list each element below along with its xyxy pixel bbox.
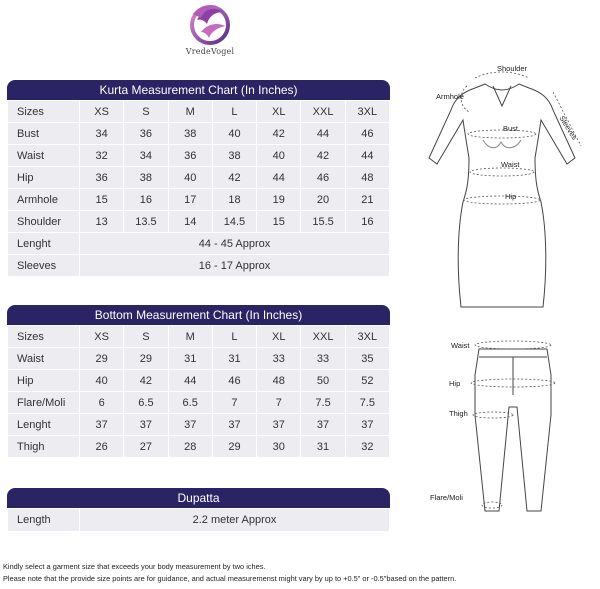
table-row xyxy=(8,233,390,255)
dupatta-chart-title: Dupatta xyxy=(7,488,390,508)
table-cell: 50 xyxy=(301,370,345,392)
table-cell: 26 xyxy=(80,436,124,458)
table-row xyxy=(8,167,390,189)
table-row xyxy=(8,255,390,277)
kurta-figure xyxy=(405,62,595,312)
row-label: Lenght xyxy=(8,414,80,436)
size-header: XXL xyxy=(301,101,345,123)
row-label: Bust xyxy=(8,123,80,145)
table-cell: 44 - 45 Approx xyxy=(80,233,390,255)
table-cell: 2.2 meter Approx xyxy=(80,509,390,532)
table-row xyxy=(8,414,390,436)
table-cell: 38 xyxy=(124,167,168,189)
table-row xyxy=(8,189,390,211)
bust-label: Bust xyxy=(503,124,519,133)
bottom-measurement-chart xyxy=(7,305,390,458)
size-header: XXL xyxy=(301,326,345,348)
bottom-chart-title: Bottom Measurement Chart (In Inches) xyxy=(7,305,390,325)
size-header: L xyxy=(212,326,256,348)
table-cell: 31 xyxy=(212,348,256,370)
table-cell: 30 xyxy=(257,436,301,458)
table-cell: 44 xyxy=(301,123,345,145)
table-cell: 7.5 xyxy=(301,392,345,414)
table-cell: 13.5 xyxy=(124,211,168,233)
table-cell: 40 xyxy=(257,145,301,167)
table-cell: 38 xyxy=(168,123,212,145)
row-label: Shoulder xyxy=(8,211,80,233)
table-cell: 42 xyxy=(124,370,168,392)
row-label: Armhole xyxy=(8,189,80,211)
table-cell: 18 xyxy=(212,189,256,211)
sleeves-label: Sleeves xyxy=(557,114,580,142)
size-header: S xyxy=(124,326,168,348)
table-cell: 46 xyxy=(212,370,256,392)
bird-logo-icon xyxy=(187,2,233,46)
dupatta-table xyxy=(7,508,390,532)
table-cell: 31 xyxy=(301,436,345,458)
table-cell: 29 xyxy=(124,348,168,370)
table-cell: 36 xyxy=(124,123,168,145)
table-cell: 46 xyxy=(301,167,345,189)
size-header: XL xyxy=(257,326,301,348)
table-cell: 33 xyxy=(257,348,301,370)
size-header: M xyxy=(168,101,212,123)
table-cell: 15 xyxy=(80,189,124,211)
kurta-measurement-chart xyxy=(7,80,390,277)
row-label: Waist xyxy=(8,145,80,167)
table-cell: 52 xyxy=(345,370,389,392)
table-cell: 28 xyxy=(168,436,212,458)
dupatta-chart xyxy=(7,488,390,532)
bottom-figure xyxy=(425,335,590,515)
row-label: Flare/Moli xyxy=(8,392,80,414)
brand-name: VredeVogel xyxy=(185,47,235,56)
table-cell: 7 xyxy=(257,392,301,414)
table-cell: 17 xyxy=(168,189,212,211)
table-cell: 35 xyxy=(345,348,389,370)
table-cell: 34 xyxy=(80,123,124,145)
bottom-table xyxy=(7,325,390,458)
kurta-chart-title: Kurta Measurement Chart (In Inches) xyxy=(7,80,390,100)
table-cell: 37 xyxy=(301,414,345,436)
table-cell: 44 xyxy=(257,167,301,189)
waist-label: Waist xyxy=(451,341,470,350)
table-cell: 40 xyxy=(168,167,212,189)
row-label: Length xyxy=(8,509,80,532)
table-cell: 15 xyxy=(257,211,301,233)
table-cell: 21 xyxy=(345,189,389,211)
table-cell: 48 xyxy=(257,370,301,392)
kurta-table xyxy=(7,100,390,277)
brand-logo xyxy=(175,2,245,64)
size-header: S xyxy=(124,101,168,123)
table-cell: 32 xyxy=(345,436,389,458)
note-line: Please note that the provide size points are for guidance, and actual measuremenst might vary by up to +0.5" or -0.5"based on the pattern. xyxy=(3,574,457,583)
row-label: Lenght xyxy=(8,233,80,255)
table-cell: 16 xyxy=(124,189,168,211)
table-cell: 13 xyxy=(80,211,124,233)
table-cell: 32 xyxy=(80,145,124,167)
table-cell: 37 xyxy=(345,414,389,436)
table-cell: 37 xyxy=(80,414,124,436)
table-cell: 44 xyxy=(168,370,212,392)
hip-label: Hip xyxy=(505,192,517,201)
table-cell: 42 xyxy=(257,123,301,145)
table-cell: 27 xyxy=(124,436,168,458)
table-row xyxy=(8,370,390,392)
size-header: L xyxy=(212,101,256,123)
table-cell: 36 xyxy=(80,167,124,189)
table-cell: 37 xyxy=(168,414,212,436)
table-cell: 46 xyxy=(345,123,389,145)
table-cell: 34 xyxy=(124,145,168,167)
size-notes xyxy=(3,561,456,585)
kurta-outline-icon xyxy=(405,62,595,312)
table-cell: 42 xyxy=(301,145,345,167)
sizes-label: Sizes xyxy=(8,101,80,123)
table-cell: 37 xyxy=(212,414,256,436)
size-header: XL xyxy=(257,101,301,123)
table-cell: 29 xyxy=(80,348,124,370)
flare-label: Flare/Moli xyxy=(430,493,463,502)
table-cell: 7.5 xyxy=(345,392,389,414)
shoulder-label: Shoulder xyxy=(497,64,528,73)
table-cell: 16 - 17 Approx xyxy=(80,255,390,277)
table-row xyxy=(8,211,390,233)
size-header: XS xyxy=(80,326,124,348)
sizes-label: Sizes xyxy=(8,326,80,348)
table-row xyxy=(8,436,390,458)
row-label: Sleeves xyxy=(8,255,80,277)
table-cell: 37 xyxy=(257,414,301,436)
size-header: 3XL xyxy=(345,101,389,123)
thigh-label: Thigh xyxy=(449,409,468,418)
table-cell: 6.5 xyxy=(168,392,212,414)
table-cell: 29 xyxy=(212,436,256,458)
note-line: Kindly select a garment size that exceeds your body measurement by two iches. xyxy=(3,562,266,571)
waist-label: Waist xyxy=(501,160,520,169)
size-header: XS xyxy=(80,101,124,123)
table-row xyxy=(8,509,390,532)
table-cell: 42 xyxy=(212,167,256,189)
table-row xyxy=(8,101,390,123)
table-row xyxy=(8,145,390,167)
hip-label: Hip xyxy=(449,379,461,388)
trouser-outline-icon xyxy=(425,335,590,515)
table-cell: 33 xyxy=(301,348,345,370)
table-cell: 40 xyxy=(80,370,124,392)
table-cell: 31 xyxy=(168,348,212,370)
row-label: Waist xyxy=(8,348,80,370)
table-cell: 6.5 xyxy=(124,392,168,414)
table-cell: 7 xyxy=(212,392,256,414)
table-cell: 6 xyxy=(80,392,124,414)
table-row xyxy=(8,348,390,370)
table-row xyxy=(8,326,390,348)
row-label: Hip xyxy=(8,370,80,392)
row-label: Hip xyxy=(8,167,80,189)
table-cell: 48 xyxy=(345,167,389,189)
table-cell: 37 xyxy=(124,414,168,436)
table-cell: 36 xyxy=(168,145,212,167)
table-cell: 19 xyxy=(257,189,301,211)
table-row xyxy=(8,392,390,414)
table-cell: 40 xyxy=(212,123,256,145)
table-cell: 15.5 xyxy=(301,211,345,233)
table-cell: 14.5 xyxy=(212,211,256,233)
size-header: M xyxy=(168,326,212,348)
table-row xyxy=(8,123,390,145)
table-cell: 38 xyxy=(212,145,256,167)
size-header: 3XL xyxy=(345,326,389,348)
row-label: Thigh xyxy=(8,436,80,458)
table-cell: 44 xyxy=(345,145,389,167)
armhole-label: Armhole xyxy=(436,92,464,101)
table-cell: 16 xyxy=(345,211,389,233)
table-cell: 20 xyxy=(301,189,345,211)
table-cell: 14 xyxy=(168,211,212,233)
